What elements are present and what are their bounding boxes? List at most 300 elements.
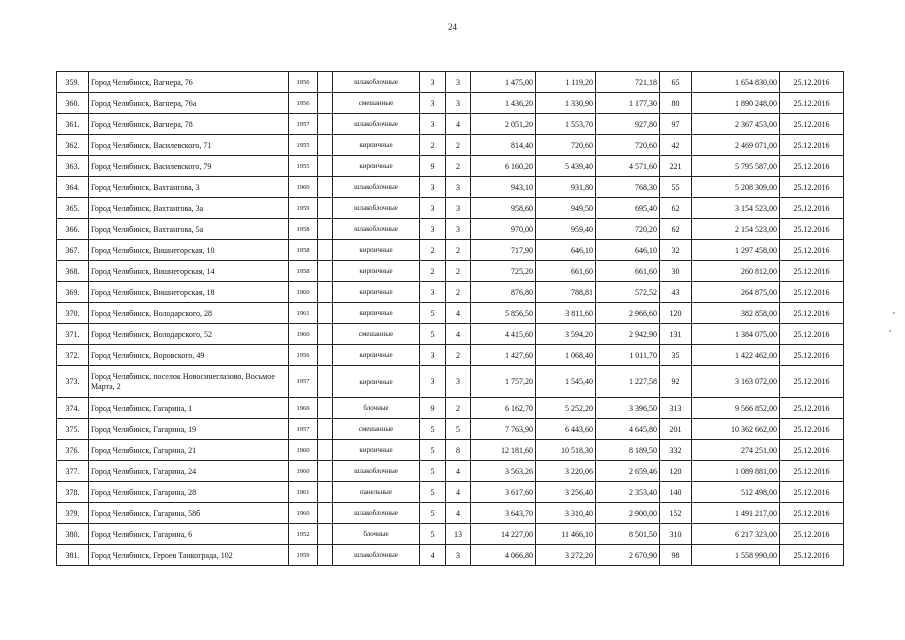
total-area-cell: 1 436,20: [471, 93, 536, 114]
area-cell: 6 443,60: [536, 419, 596, 440]
entrances-cell: 3: [446, 177, 471, 198]
date-cell: 25.12.2016: [780, 177, 844, 198]
address-cell: Город Челябинск, Василевского, 79: [89, 156, 289, 177]
page-number: 24: [448, 22, 457, 32]
entrances-cell: 3: [446, 545, 471, 566]
total-area-cell: 5 856,50: [471, 303, 536, 324]
living-area-cell: 2 353,40: [596, 482, 660, 503]
total-area-cell: 717,90: [471, 240, 536, 261]
date-cell: 25.12.2016: [780, 261, 844, 282]
empty-cell: [318, 345, 333, 366]
row-number: 373.: [57, 366, 89, 398]
year-built-cell: 1960: [289, 440, 318, 461]
wall-material-cell: кирпичные: [333, 366, 420, 398]
date-cell: 25.12.2016: [780, 440, 844, 461]
total-area-cell: 6 160,20: [471, 156, 536, 177]
area-cell: 1 553,70: [536, 114, 596, 135]
year-built-cell: 1956: [289, 93, 318, 114]
area-cell: 949,50: [536, 198, 596, 219]
entrances-cell: 4: [446, 324, 471, 345]
floors-cell: 3: [420, 282, 446, 303]
cost-cell: 274 251,00: [692, 440, 780, 461]
date-cell: 25.12.2016: [780, 524, 844, 545]
table-row: [57, 156, 844, 177]
living-area-cell: 1 177,30: [596, 93, 660, 114]
entrances-cell: 4: [446, 114, 471, 135]
entrances-cell: 2: [446, 240, 471, 261]
area-cell: 3 310,40: [536, 503, 596, 524]
living-area-cell: 768,30: [596, 177, 660, 198]
empty-cell: [318, 503, 333, 524]
address-cell: Город Челябинск, Василевского, 71: [89, 135, 289, 156]
residents-cell: 310: [660, 524, 692, 545]
living-area-cell: 1 227,58: [596, 366, 660, 398]
row-number: 376.: [57, 440, 89, 461]
cost-cell: 1 422 462,00: [692, 345, 780, 366]
row-number: 374.: [57, 398, 89, 419]
row-number: 370.: [57, 303, 89, 324]
year-built-cell: 1957: [289, 366, 318, 398]
empty-cell: [318, 114, 333, 135]
table-row: [57, 461, 844, 482]
area-cell: 931,80: [536, 177, 596, 198]
empty-cell: [318, 324, 333, 345]
address-cell: Город Челябинск, Гагарина, 19: [89, 419, 289, 440]
address-cell: Город Челябинск, поселок Новосинеглазово, Восьмое Марта, 2: [89, 366, 289, 398]
row-number: 368.: [57, 261, 89, 282]
wall-material-cell: кирпичные: [333, 135, 420, 156]
floors-cell: 9: [420, 156, 446, 177]
residents-cell: 35: [660, 345, 692, 366]
area-cell: 5 439,40: [536, 156, 596, 177]
total-area-cell: 1 427,60: [471, 345, 536, 366]
row-number: 377.: [57, 461, 89, 482]
scan-speck: [893, 312, 895, 314]
table-row: [57, 135, 844, 156]
table-row: [57, 303, 844, 324]
floors-cell: 3: [420, 345, 446, 366]
address-cell: Город Челябинск, Гагарина, 28: [89, 482, 289, 503]
wall-material-cell: шлакоблочные: [333, 198, 420, 219]
living-area-cell: 4 645,80: [596, 419, 660, 440]
date-cell: 25.12.2016: [780, 135, 844, 156]
cost-cell: 1 089 881,00: [692, 461, 780, 482]
total-area-cell: 814,40: [471, 135, 536, 156]
empty-cell: [318, 440, 333, 461]
cost-cell: 260 812,00: [692, 261, 780, 282]
row-number: 367.: [57, 240, 89, 261]
table-row: [57, 545, 844, 566]
address-cell: Город Челябинск, Гагарина, 58б: [89, 503, 289, 524]
cost-cell: 1 384 075,00: [692, 324, 780, 345]
cost-cell: 1 297 458,00: [692, 240, 780, 261]
year-built-cell: 1955: [289, 156, 318, 177]
wall-material-cell: шлакоблочные: [333, 503, 420, 524]
date-cell: 25.12.2016: [780, 282, 844, 303]
entrances-cell: 2: [446, 261, 471, 282]
cost-cell: 2 469 071,00: [692, 135, 780, 156]
year-built-cell: 1952: [289, 524, 318, 545]
year-built-cell: 1960: [289, 503, 318, 524]
row-number: 375.: [57, 419, 89, 440]
year-built-cell: 1960: [289, 282, 318, 303]
address-cell: Город Челябинск, Гагарина, 1: [89, 398, 289, 419]
total-area-cell: 3 617,60: [471, 482, 536, 503]
address-cell: Город Челябинск, Гагарина, 6: [89, 524, 289, 545]
empty-cell: [318, 545, 333, 566]
residents-cell: 120: [660, 461, 692, 482]
residents-cell: 332: [660, 440, 692, 461]
year-built-cell: 1960: [289, 461, 318, 482]
floors-cell: 2: [420, 135, 446, 156]
address-cell: Город Челябинск, Володарского, 28: [89, 303, 289, 324]
living-area-cell: 721,18: [596, 72, 660, 93]
entrances-cell: 8: [446, 440, 471, 461]
area-cell: 1 330,90: [536, 93, 596, 114]
date-cell: 25.12.2016: [780, 240, 844, 261]
living-area-cell: 2 670,90: [596, 545, 660, 566]
living-area-cell: 927,80: [596, 114, 660, 135]
floors-cell: 3: [420, 114, 446, 135]
housing-register-table: [56, 71, 844, 566]
empty-cell: [318, 240, 333, 261]
area-cell: 1 545,40: [536, 366, 596, 398]
wall-material-cell: шлакоблочные: [333, 461, 420, 482]
wall-material-cell: кирпичные: [333, 261, 420, 282]
living-area-cell: 661,60: [596, 261, 660, 282]
date-cell: 25.12.2016: [780, 366, 844, 398]
address-cell: Город Челябинск, Гагарина, 24: [89, 461, 289, 482]
entrances-cell: 2: [446, 135, 471, 156]
wall-material-cell: блочные: [333, 398, 420, 419]
wall-material-cell: кирпичные: [333, 303, 420, 324]
table-row: [57, 482, 844, 503]
cost-cell: 3 154 523,00: [692, 198, 780, 219]
floors-cell: 5: [420, 303, 446, 324]
table-row: [57, 219, 844, 240]
address-cell: Город Челябинск, Гагарина, 21: [89, 440, 289, 461]
year-built-cell: 1960: [289, 398, 318, 419]
wall-material-cell: шлакоблочные: [333, 72, 420, 93]
wall-material-cell: смешанные: [333, 324, 420, 345]
cost-cell: 5 795 587,00: [692, 156, 780, 177]
residents-cell: 43: [660, 282, 692, 303]
empty-cell: [318, 177, 333, 198]
row-number: 381.: [57, 545, 89, 566]
entrances-cell: 4: [446, 482, 471, 503]
table-row: [57, 261, 844, 282]
row-number: 365.: [57, 198, 89, 219]
table-row: [57, 366, 844, 398]
floors-cell: 5: [420, 440, 446, 461]
wall-material-cell: смешанные: [333, 419, 420, 440]
table-row: [57, 345, 844, 366]
address-cell: Город Челябинск, Вахтангова, 3а: [89, 198, 289, 219]
living-area-cell: 3 396,50: [596, 398, 660, 419]
date-cell: 25.12.2016: [780, 324, 844, 345]
total-area-cell: 725,20: [471, 261, 536, 282]
year-built-cell: 1958: [289, 240, 318, 261]
area-cell: 3 594,20: [536, 324, 596, 345]
year-built-cell: 1961: [289, 303, 318, 324]
entrances-cell: 3: [446, 93, 471, 114]
wall-material-cell: кирпичные: [333, 345, 420, 366]
living-area-cell: 695,40: [596, 198, 660, 219]
living-area-cell: 572,52: [596, 282, 660, 303]
year-built-cell: 1959: [289, 545, 318, 566]
table-row: [57, 72, 844, 93]
total-area-cell: 12 181,60: [471, 440, 536, 461]
row-number: 372.: [57, 345, 89, 366]
entrances-cell: 2: [446, 398, 471, 419]
date-cell: 25.12.2016: [780, 198, 844, 219]
scan-speck: [889, 330, 891, 332]
area-cell: 788,81: [536, 282, 596, 303]
wall-material-cell: кирпичные: [333, 282, 420, 303]
living-area-cell: 2 659,46: [596, 461, 660, 482]
floors-cell: 3: [420, 219, 446, 240]
residents-cell: 97: [660, 114, 692, 135]
empty-cell: [318, 524, 333, 545]
area-cell: 3 220,06: [536, 461, 596, 482]
total-area-cell: 14 227,00: [471, 524, 536, 545]
address-cell: Город Челябинск, Героев Танкограда, 102: [89, 545, 289, 566]
floors-cell: 3: [420, 93, 446, 114]
cost-cell: 1 654 830,00: [692, 72, 780, 93]
entrances-cell: 4: [446, 503, 471, 524]
empty-cell: [318, 366, 333, 398]
entrances-cell: 4: [446, 461, 471, 482]
living-area-cell: 8 189,50: [596, 440, 660, 461]
row-number: 369.: [57, 282, 89, 303]
empty-cell: [318, 261, 333, 282]
wall-material-cell: смешанные: [333, 93, 420, 114]
residents-cell: 55: [660, 177, 692, 198]
floors-cell: 5: [420, 503, 446, 524]
floors-cell: 4: [420, 545, 446, 566]
total-area-cell: 1 757,20: [471, 366, 536, 398]
residents-cell: 80: [660, 93, 692, 114]
floors-cell: 3: [420, 198, 446, 219]
address-cell: Город Челябинск, Вишнегорская, 14: [89, 261, 289, 282]
entrances-cell: 5: [446, 419, 471, 440]
area-cell: 1 119,20: [536, 72, 596, 93]
total-area-cell: 1 475,00: [471, 72, 536, 93]
empty-cell: [318, 156, 333, 177]
empty-cell: [318, 93, 333, 114]
wall-material-cell: кирпичные: [333, 440, 420, 461]
empty-cell: [318, 303, 333, 324]
total-area-cell: 4 066,80: [471, 545, 536, 566]
living-area-cell: 720,60: [596, 135, 660, 156]
residents-cell: 62: [660, 219, 692, 240]
table-row: [57, 503, 844, 524]
floors-cell: 5: [420, 324, 446, 345]
address-cell: Город Челябинск, Вишнегорская, 10: [89, 240, 289, 261]
wall-material-cell: панельные: [333, 482, 420, 503]
entrances-cell: 2: [446, 345, 471, 366]
year-built-cell: 1956: [289, 345, 318, 366]
year-built-cell: 1958: [289, 219, 318, 240]
floors-cell: 5: [420, 482, 446, 503]
year-built-cell: 1955: [289, 135, 318, 156]
total-area-cell: 2 051,20: [471, 114, 536, 135]
date-cell: 25.12.2016: [780, 114, 844, 135]
area-cell: 11 466,10: [536, 524, 596, 545]
residents-cell: 201: [660, 419, 692, 440]
area-cell: 10 518,30: [536, 440, 596, 461]
cost-cell: 2 154 523,00: [692, 219, 780, 240]
empty-cell: [318, 282, 333, 303]
cost-cell: 1 890 248,00: [692, 93, 780, 114]
cost-cell: 1 491 217,00: [692, 503, 780, 524]
wall-material-cell: шлакоблочные: [333, 545, 420, 566]
cost-cell: 1 558 990,00: [692, 545, 780, 566]
table-row: [57, 440, 844, 461]
date-cell: 25.12.2016: [780, 303, 844, 324]
row-number: 362.: [57, 135, 89, 156]
cost-cell: 9 566 852,00: [692, 398, 780, 419]
year-built-cell: 1956: [289, 72, 318, 93]
living-area-cell: 2 942,90: [596, 324, 660, 345]
table-row: [57, 419, 844, 440]
date-cell: 25.12.2016: [780, 219, 844, 240]
floors-cell: 5: [420, 419, 446, 440]
address-cell: Город Челябинск, Вишнегорская, 18: [89, 282, 289, 303]
date-cell: 25.12.2016: [780, 72, 844, 93]
empty-cell: [318, 398, 333, 419]
row-number: 360.: [57, 93, 89, 114]
date-cell: 25.12.2016: [780, 156, 844, 177]
area-cell: 3 256,40: [536, 482, 596, 503]
row-number: 366.: [57, 219, 89, 240]
total-area-cell: 943,10: [471, 177, 536, 198]
table-row: [57, 198, 844, 219]
cost-cell: 2 367 453,00: [692, 114, 780, 135]
empty-cell: [318, 419, 333, 440]
address-cell: Город Челябинск, Вагнера, 76: [89, 72, 289, 93]
year-built-cell: 1960: [289, 177, 318, 198]
cost-cell: 3 163 072,00: [692, 366, 780, 398]
residents-cell: 65: [660, 72, 692, 93]
living-area-cell: 1 011,70: [596, 345, 660, 366]
floors-cell: 5: [420, 524, 446, 545]
wall-material-cell: блочные: [333, 524, 420, 545]
total-area-cell: 3 643,70: [471, 503, 536, 524]
table-row: [57, 282, 844, 303]
residents-cell: 98: [660, 545, 692, 566]
table-row: [57, 398, 844, 419]
table-row: [57, 240, 844, 261]
cost-cell: 10 362 662,00: [692, 419, 780, 440]
table-row: [57, 93, 844, 114]
row-number: 361.: [57, 114, 89, 135]
table-row: [57, 524, 844, 545]
area-cell: 3 811,60: [536, 303, 596, 324]
area-cell: 646,10: [536, 240, 596, 261]
date-cell: 25.12.2016: [780, 461, 844, 482]
floors-cell: 3: [420, 366, 446, 398]
wall-material-cell: кирпичные: [333, 240, 420, 261]
area-cell: 3 272,20: [536, 545, 596, 566]
cost-cell: 512 498,00: [692, 482, 780, 503]
area-cell: 720,60: [536, 135, 596, 156]
year-built-cell: 1957: [289, 114, 318, 135]
date-cell: 25.12.2016: [780, 503, 844, 524]
residents-cell: 120: [660, 303, 692, 324]
address-cell: Город Челябинск, Вахтангова, 5а: [89, 219, 289, 240]
floors-cell: 2: [420, 240, 446, 261]
cost-cell: 264 875,00: [692, 282, 780, 303]
floors-cell: 3: [420, 72, 446, 93]
date-cell: 25.12.2016: [780, 545, 844, 566]
date-cell: 25.12.2016: [780, 482, 844, 503]
table-row: [57, 324, 844, 345]
year-built-cell: 1958: [289, 261, 318, 282]
wall-material-cell: шлакоблочные: [333, 114, 420, 135]
address-cell: Город Челябинск, Вагнера, 78: [89, 114, 289, 135]
area-cell: 5 252,20: [536, 398, 596, 419]
residents-cell: 30: [660, 261, 692, 282]
living-area-cell: 2 900,00: [596, 503, 660, 524]
entrances-cell: 3: [446, 198, 471, 219]
address-cell: Город Челябинск, Воровского, 49: [89, 345, 289, 366]
entrances-cell: 13: [446, 524, 471, 545]
residents-cell: 131: [660, 324, 692, 345]
row-number: 378.: [57, 482, 89, 503]
entrances-cell: 3: [446, 72, 471, 93]
cost-cell: 6 217 323,00: [692, 524, 780, 545]
total-area-cell: 958,60: [471, 198, 536, 219]
address-cell: Город Челябинск, Вахтангова, 3: [89, 177, 289, 198]
row-number: 371.: [57, 324, 89, 345]
row-number: 363.: [57, 156, 89, 177]
row-number: 380.: [57, 524, 89, 545]
date-cell: 25.12.2016: [780, 345, 844, 366]
empty-cell: [318, 135, 333, 156]
table-row: [57, 177, 844, 198]
total-area-cell: 970,00: [471, 219, 536, 240]
empty-cell: [318, 198, 333, 219]
date-cell: 25.12.2016: [780, 419, 844, 440]
floors-cell: 3: [420, 177, 446, 198]
residents-cell: 152: [660, 503, 692, 524]
floors-cell: 5: [420, 461, 446, 482]
total-area-cell: 3 563,26: [471, 461, 536, 482]
residents-cell: 221: [660, 156, 692, 177]
area-cell: 1 068,40: [536, 345, 596, 366]
living-area-cell: 646,10: [596, 240, 660, 261]
cost-cell: 5 208 309,00: [692, 177, 780, 198]
date-cell: 25.12.2016: [780, 398, 844, 419]
empty-cell: [318, 219, 333, 240]
residents-cell: 62: [660, 198, 692, 219]
year-built-cell: 1957: [289, 419, 318, 440]
address-cell: Город Челябинск, Володарского, 52: [89, 324, 289, 345]
table-body: [57, 72, 844, 566]
empty-cell: [318, 482, 333, 503]
wall-material-cell: шлакоблочные: [333, 177, 420, 198]
year-built-cell: 1961: [289, 482, 318, 503]
entrances-cell: 3: [446, 219, 471, 240]
floors-cell: 9: [420, 398, 446, 419]
wall-material-cell: шлакоблочные: [333, 219, 420, 240]
entrances-cell: 2: [446, 156, 471, 177]
area-cell: 959,40: [536, 219, 596, 240]
empty-cell: [318, 461, 333, 482]
residents-cell: 92: [660, 366, 692, 398]
residents-cell: 42: [660, 135, 692, 156]
